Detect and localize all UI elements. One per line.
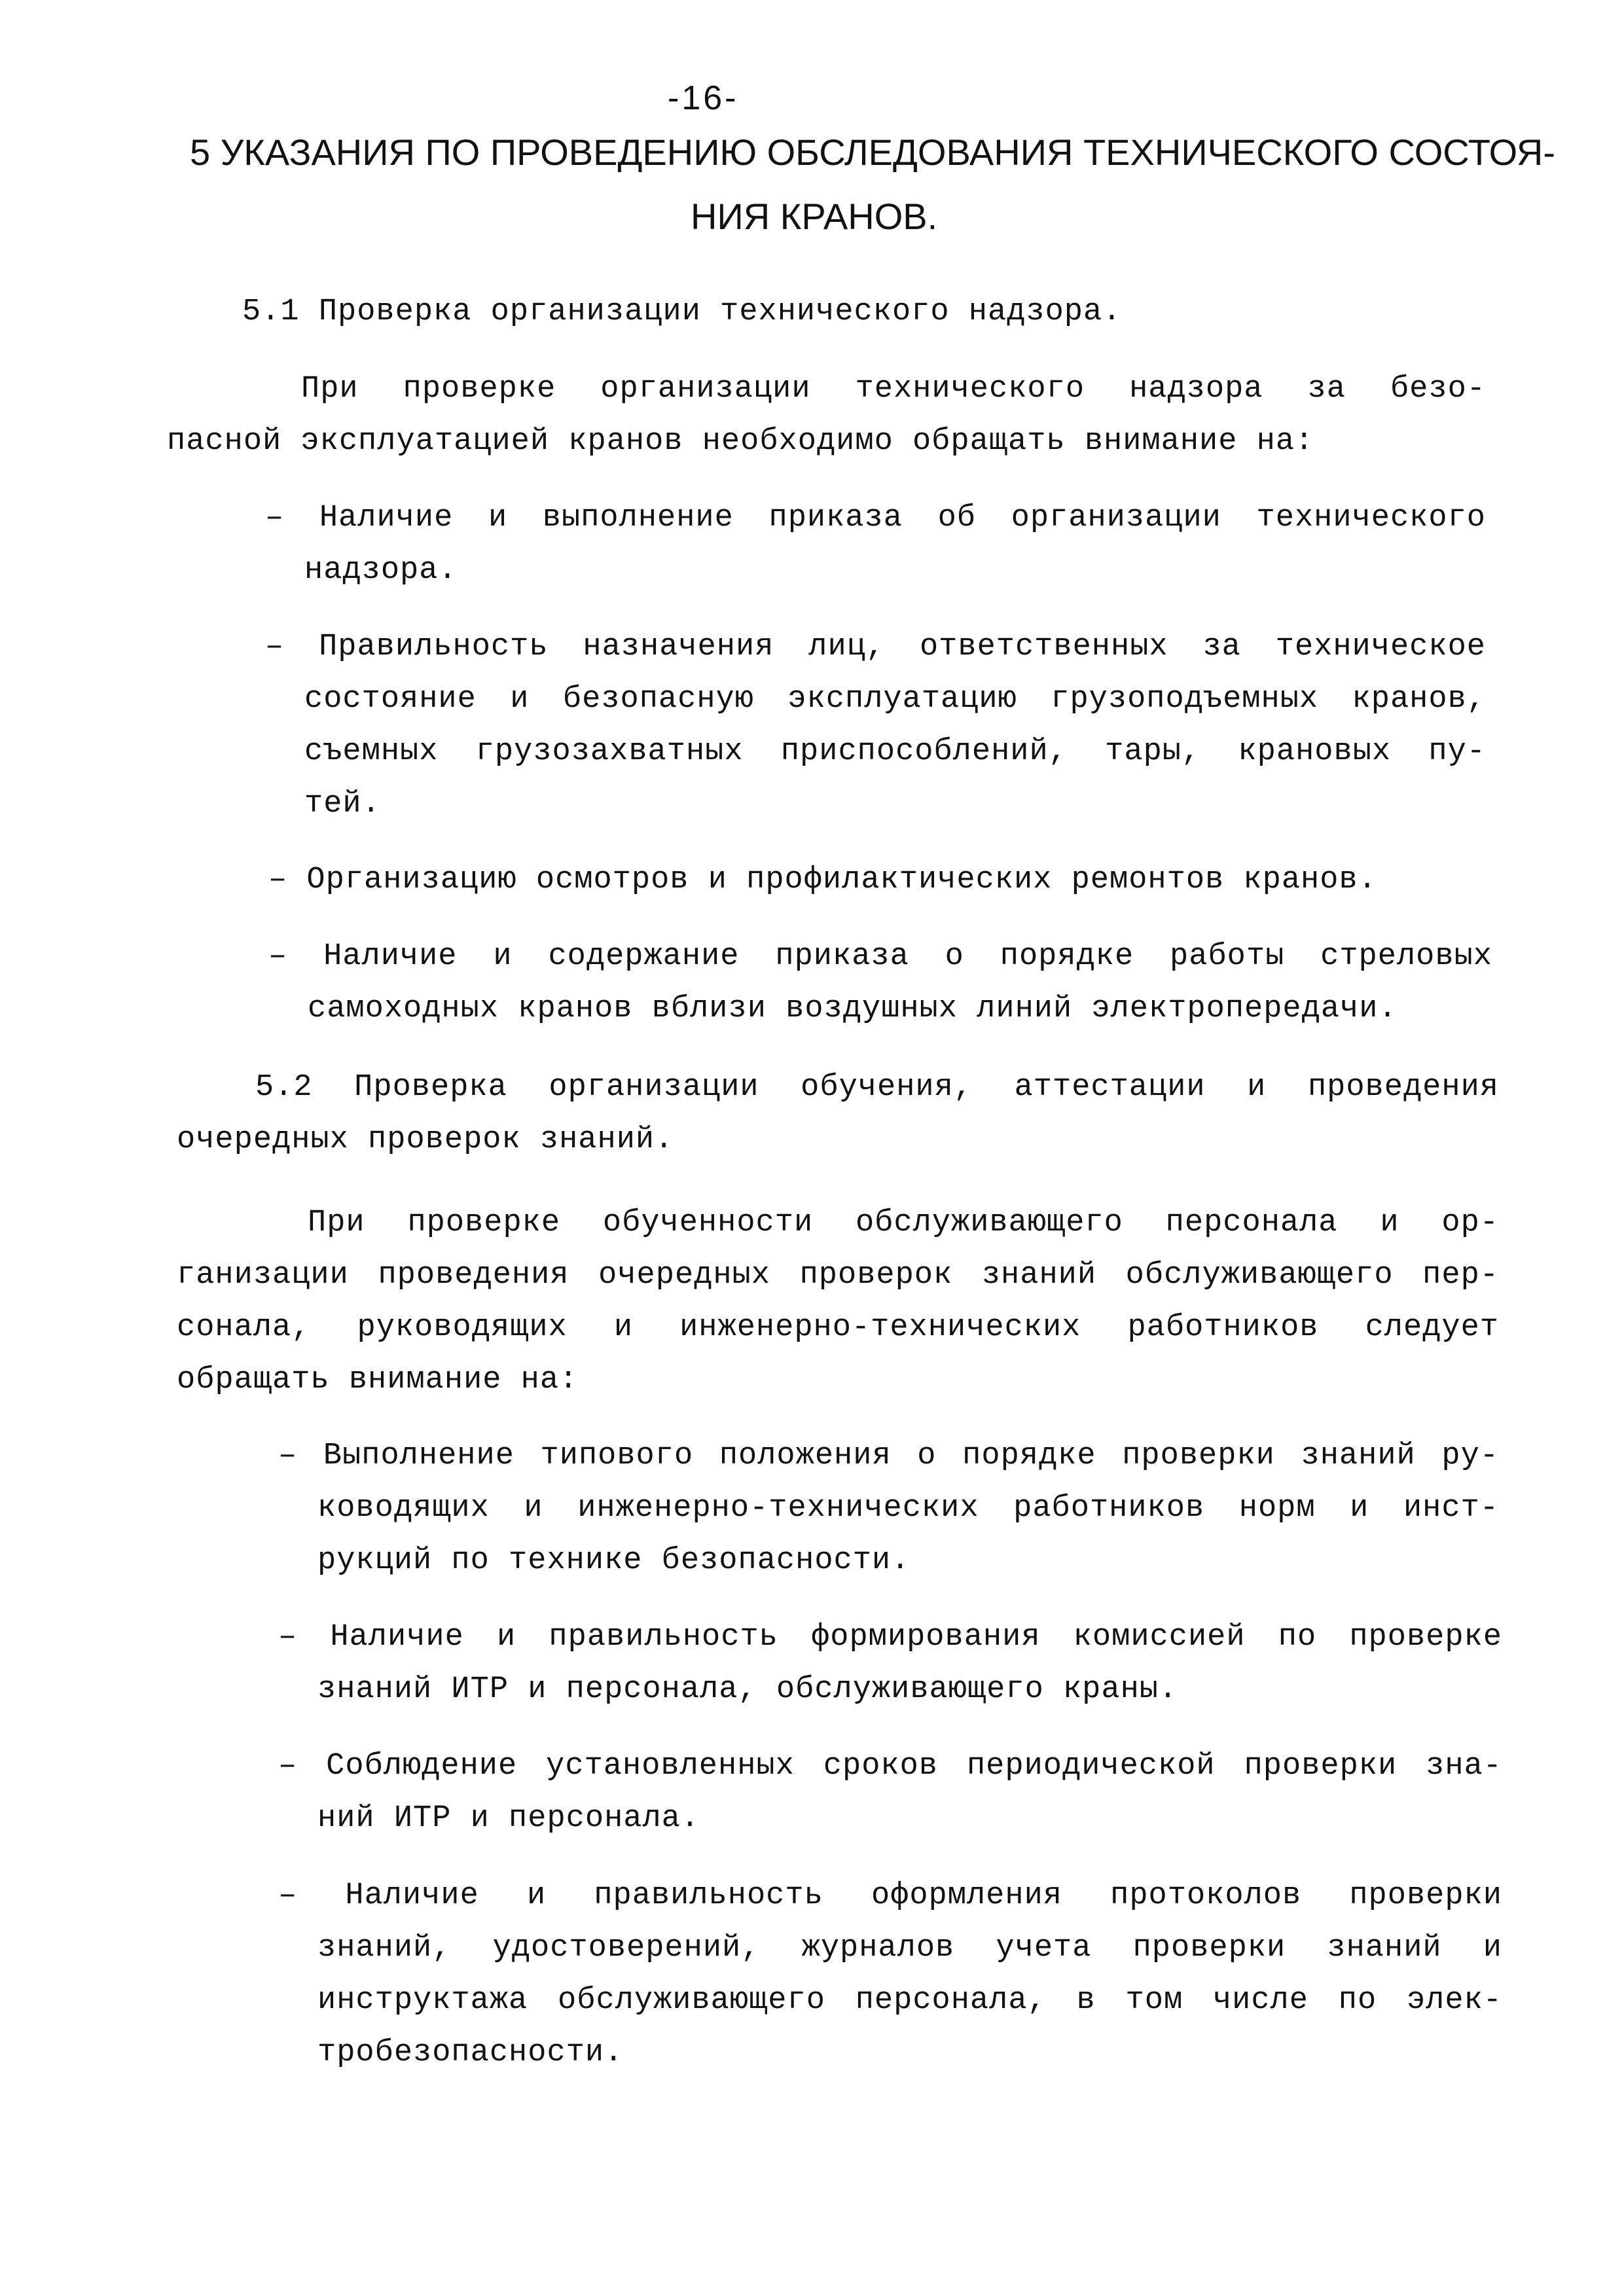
list-item-5-2-4-line-2: знаний, удостоверений, журналов учета проверки знаний и bbox=[317, 1931, 1502, 1965]
list-item-5-1-2-line-3: съемных грузозахватных приспособлений, тары, крановых пу- bbox=[304, 734, 1486, 769]
list-item-5-1-4-line-2: самоходных кранов вблизи воздушных линий электропередачи. bbox=[308, 992, 1398, 1026]
list-item-5-1-2-line-2: состояние и безопасную эксплуатацию грузоподъемных кранов, bbox=[304, 682, 1486, 717]
list-item-5-2-1-line-3: рукций по технике безопасности. bbox=[317, 1543, 911, 1578]
list-item-5-1-2-line-4: тей. bbox=[304, 787, 381, 821]
subsection-5-2-heading-line-2: очередных проверок знаний. bbox=[177, 1122, 674, 1157]
subsection-5-2-intro-line-1: При проверке обученности обслуживающего персонала и ор- bbox=[308, 1206, 1499, 1240]
list-item-5-2-1-line-1: – Выполнение типового положения о порядке проверки знаний ру- bbox=[278, 1439, 1499, 1473]
list-item-5-1-1-line-2: надзора. bbox=[304, 553, 458, 588]
list-item-5-2-2-line-2: знаний ИТР и персонала, обслуживающего краны. bbox=[317, 1672, 1178, 1707]
subsection-5-1-intro-line-2: пасной эксплуатацией кранов необходимо обращать внимание на: bbox=[167, 424, 1314, 459]
subsection-5-1-intro-line-1: При проверке организации технического надзора за безо- bbox=[301, 372, 1486, 406]
subsection-5-2-intro-line-2: ганизации проведения очередных проверок знаний обслуживающего пер- bbox=[177, 1258, 1499, 1293]
subsection-5-2-intro-line-4: обращать внимание на: bbox=[177, 1363, 579, 1397]
section-title-line-1: 5 УКАЗАНИЯ ПО ПРОВЕДЕНИЮ ОБСЛЕДОВАНИЯ ТЕХНИЧЕСКОГО СОСТОЯ- bbox=[190, 132, 1555, 173]
list-item-5-2-4-line-4: тробезопасности. bbox=[317, 2036, 624, 2070]
list-item-5-1-4-line-1: – Наличие и содержание приказа о порядке работы стреловых bbox=[268, 939, 1492, 974]
list-item-5-2-3-line-1: – Соблюдение установленных сроков периодической проверки зна- bbox=[278, 1749, 1502, 1784]
list-item-5-1-1-line-1: – Наличие и выполнение приказа об организации технического bbox=[265, 501, 1486, 535]
list-item-5-1-2-line-1: – Правильность назначения лиц, ответственных за техническое bbox=[265, 630, 1486, 664]
section-title-line-2: НИЯ КРАНОВ. bbox=[691, 196, 938, 237]
list-item-5-2-4-line-1: – Наличие и правильность оформления протоколов проверки bbox=[278, 1878, 1502, 1913]
page-number: -16- bbox=[668, 79, 739, 117]
list-item-5-2-2-line-1: – Наличие и правильность формирования комиссией по проверке bbox=[278, 1620, 1502, 1655]
subsection-5-2-intro-line-3: сонала, руководящих и инженерно-технических работников следует bbox=[177, 1310, 1499, 1345]
subsection-5-2-heading-line-1: 5.2 Проверка организации обучения, аттестации и проведения bbox=[255, 1070, 1499, 1105]
list-item-5-2-3-line-2: ний ИТР и персонала. bbox=[317, 1801, 700, 1836]
list-item-5-1-3-line-1: – Организацию осмотров и профилактических ремонтов кранов. bbox=[268, 863, 1377, 897]
list-item-5-2-1-line-2: ководящих и инженерно-технических работников норм и инст- bbox=[317, 1491, 1499, 1526]
subsection-5-1-heading: 5.1 Проверка организации технического надзора. bbox=[242, 295, 1122, 329]
list-item-5-2-4-line-3: инструктажа обслуживающего персонала, в том числе по элек- bbox=[317, 1983, 1502, 2018]
